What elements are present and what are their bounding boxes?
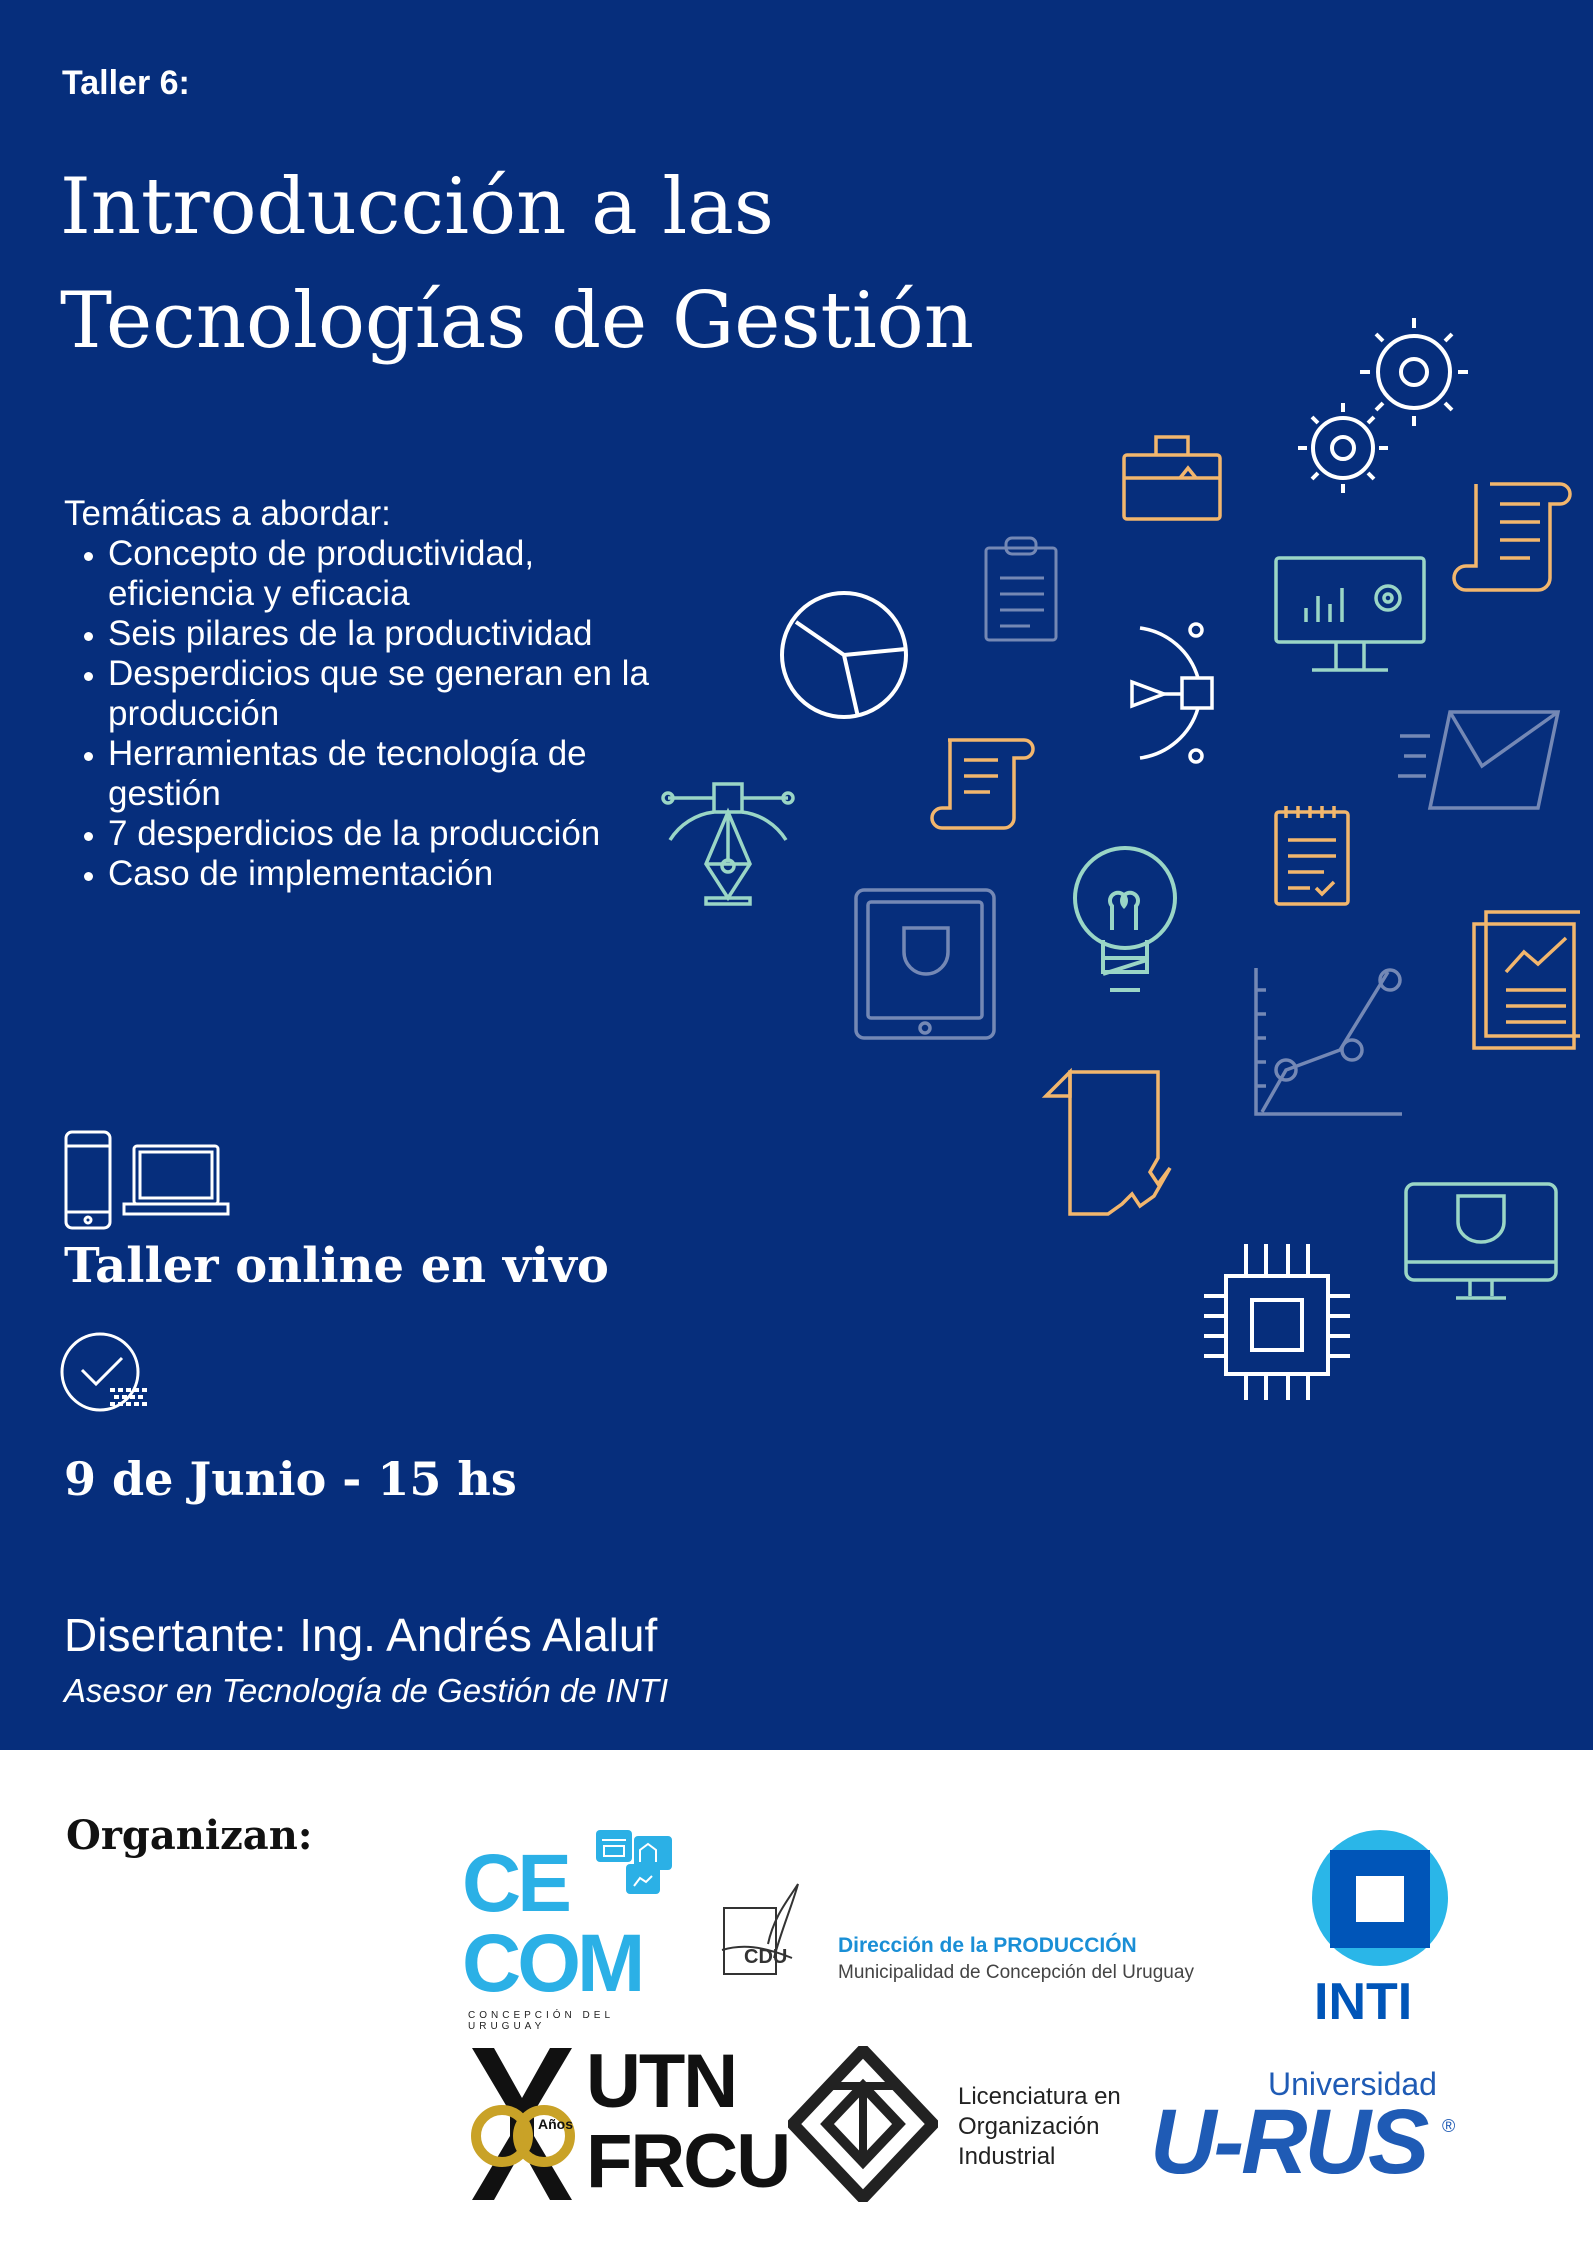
inti-text: INTI (1314, 1973, 1413, 2031)
date-time: 9 de Junio - 15 hs (64, 1452, 517, 1506)
title-line-1: Introducción a las (60, 162, 774, 252)
gears-icon (1298, 318, 1468, 493)
scroll-icon (1454, 484, 1570, 590)
workshop-number: Taller 6: (62, 64, 190, 102)
produccion-subtitle: Municipalidad de Concepción del Uruguay (838, 1962, 1194, 1983)
devices-icon (62, 1128, 232, 1238)
chip-icon (1204, 1244, 1350, 1400)
urus-logo (1150, 2064, 1470, 2194)
urus-line2: U-RUS (1150, 2091, 1427, 2193)
inti-logo (1302, 1828, 1458, 2031)
topic-item: • Caso de implementación (108, 854, 684, 894)
cecom-logo (462, 1826, 692, 2032)
loi-line-1: Licenciatura en (958, 2083, 1121, 2110)
topic-item: • 7 desperdicios de la producción (108, 814, 684, 854)
pen-tool-icon (663, 784, 793, 904)
cecom-subtitle: CONCEPCIÓN DEL URUGUAY (468, 2010, 614, 2032)
mobile-phone-icon (66, 1132, 110, 1228)
icon-cluster (640, 300, 1580, 1400)
loi-emblem-icon (788, 2046, 938, 2202)
cecom-line1: CE (462, 1838, 568, 1929)
topic-item: • Concepto de productividad, eficiencia y eficacia (108, 534, 684, 614)
topic-item: • Herramientas de tecnología de gestión (108, 734, 684, 814)
topic-item: • Seis pilares de la productividad (108, 614, 684, 654)
monitor-analytics-icon (1276, 558, 1424, 670)
torn-document-icon (1046, 1072, 1170, 1214)
title-line-2: Tecnologías de Gestión (60, 276, 974, 366)
vector-node-icon (1132, 624, 1212, 762)
monitor-shield-icon (1406, 1184, 1556, 1298)
utn-years: Años (538, 2116, 573, 2132)
loi-logo (788, 2046, 1128, 2202)
loi-text (958, 2082, 1121, 2172)
lightbulb-icon (1075, 848, 1175, 990)
topics-list (64, 534, 684, 894)
speaker-name: Disertante: Ing. Andrés Alaluf (64, 1609, 658, 1661)
utn-text: UTN (586, 2039, 737, 2124)
line-chart-icon (1256, 968, 1402, 1114)
notepad-icon (1276, 806, 1348, 904)
utn-logo (462, 2039, 790, 2204)
document-scroll-icon (932, 740, 1033, 828)
loi-line-2: Organización (958, 2113, 1100, 2140)
topic-item: • Desperdicios que se generan en la producción (108, 654, 684, 734)
shop-icons (582, 1826, 692, 1896)
organizers-label: Organizan: (66, 1812, 313, 1859)
pie-chart-icon (782, 593, 906, 717)
report-chart-icon (1474, 912, 1580, 1048)
modality-label: Taller online en vivo (64, 1238, 609, 1294)
frcu-text: FRCU (586, 2119, 790, 2204)
loi-line-3: Industrial (958, 2143, 1056, 2170)
tablet-shield-icon (856, 890, 994, 1038)
cecom-line2: COM (462, 1918, 642, 2009)
urus-line1: Universidad (1268, 2066, 1437, 2102)
briefcase-icon (1124, 437, 1220, 519)
clipboard-icon (986, 538, 1056, 640)
cdu-logo (718, 1878, 808, 1982)
laptop-icon (124, 1146, 228, 1214)
cdu-text: CDU (744, 1946, 788, 1968)
inti-symbol-icon (1302, 1828, 1458, 1968)
topics-heading: Temáticas a abordar: (64, 494, 391, 533)
topics-section (64, 494, 684, 894)
speaker-role: Asesor en Tecnología de Gestión de INTI (64, 1672, 669, 1709)
produccion-title: Dirección de la PRODUCCIÓN (838, 1934, 1137, 1957)
urus-registered-mark: ® (1442, 2116, 1456, 2136)
email-icon (1398, 712, 1558, 808)
clock-icon (58, 1328, 158, 1418)
